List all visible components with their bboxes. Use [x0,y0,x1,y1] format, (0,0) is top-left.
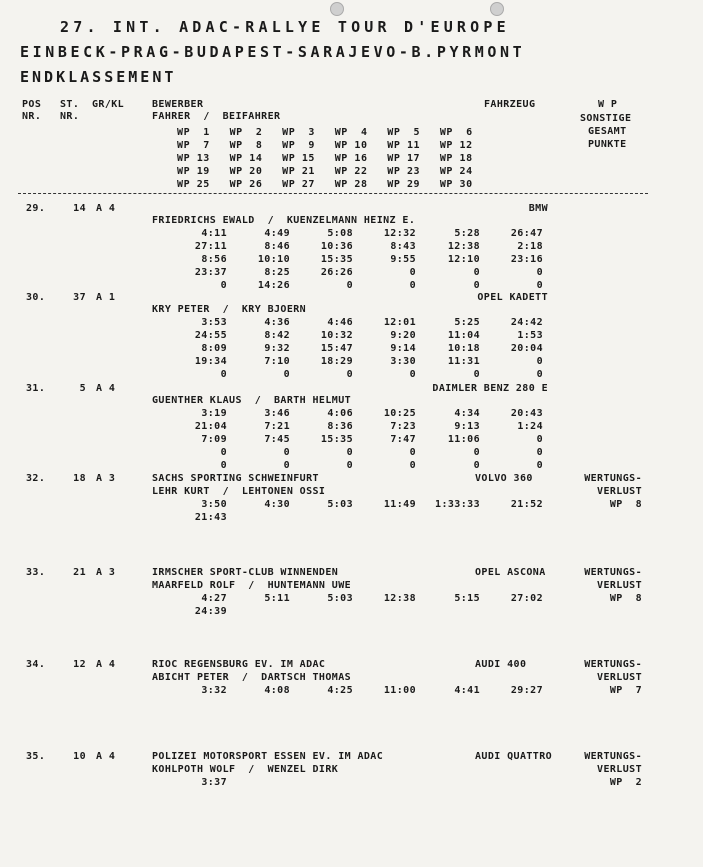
stage-time: 5:03 [327,499,353,510]
stage-time: 10:10 [257,254,290,266]
entry-entrant: POLIZEI MOTORSPORT ESSEN EV. IM ADAC [152,751,384,762]
stage-time: 10:25 [383,408,416,419]
entry-car: AUDI 400 [475,659,527,670]
stage-time: 0 [536,434,543,446]
stage-time: 26:47 [510,228,543,239]
stage-time: 11:31 [447,356,480,368]
entry-car: DAIMLER BENZ 280 E [432,383,548,394]
stage-time: 0 [283,447,290,459]
stage-time: 3:37 [201,777,227,788]
stage-time: 12:38 [383,593,416,604]
entry-car: VOLVO 360 [475,473,533,484]
entry-class: A 4 [96,659,116,670]
entry-position: 33. [26,567,46,578]
stage-time: 8:42 [264,330,290,342]
entry-car: AUDI QUATTRO [475,751,553,762]
document-title: 27. INT. ADAC-RALLYE TOUR D'EUROPE [60,18,510,36]
entry-position: 31. [26,383,46,394]
stage-time: 0 [220,280,227,292]
stage-time: 24:42 [510,317,543,328]
stage-time: 23:37 [194,267,227,279]
stage-time: 9:32 [264,343,290,355]
wp-header-row: WP 7 WP 8 WP 9 WP 10 WP 11 WP 12 [177,140,473,152]
entry-status: WP 8 [609,593,642,604]
wp-header-row: WP 19 WP 20 WP 21 WP 22 WP 23 WP 24 [177,166,473,178]
stage-time: 0 [536,369,543,381]
entry-car: OPEL ASCONA [475,567,546,578]
stage-time: 24:55 [194,330,227,342]
col-fahrer: FAHRER / BEIFAHRER [152,111,281,122]
stage-time: 0 [220,447,227,459]
col-pos: POS [22,99,42,110]
stage-time: 0 [409,447,416,459]
stage-time: 4:34 [454,408,480,419]
stage-time: 29:27 [510,685,543,696]
stage-time: 11:04 [447,330,480,342]
col-grkl: GR/KL [92,99,125,110]
entry-position: 32. [26,473,46,484]
stage-time: 0 [409,267,416,279]
stage-time: 5:25 [454,317,480,328]
entry-car: OPEL KADETT [477,292,548,303]
stage-time: 7:47 [390,434,416,446]
stage-time: 3:53 [201,317,227,328]
col-st-nr: NR. [60,111,80,122]
col-punkte: PUNKTE [588,139,627,150]
stage-time: 9:13 [454,421,480,433]
stage-time: 4:49 [264,228,290,239]
entry-status: VERLUST [597,672,642,683]
stage-time: 4:25 [327,685,353,696]
stage-time: 9:14 [390,343,416,355]
stage-time: 1:33:33 [435,499,480,510]
entry-class: A 3 [96,473,116,484]
stage-time: 0 [409,460,416,472]
entry-crew: FRIEDRICHS EWALD / KUENZELMANN HEINZ E. [152,215,416,226]
wp-header-row: WP 25 WP 26 WP 27 WP 28 WP 29 WP 30 [177,179,473,191]
stage-time: 4:11 [201,228,227,239]
stage-time: 15:35 [320,254,353,266]
stage-time: 1:24 [517,421,543,433]
stage-time: 0 [409,369,416,381]
col-sonstige: SONSTIGE [580,113,632,124]
stage-time: 8:46 [264,241,290,253]
entry-car: BMW [528,203,548,214]
stage-time: 10:32 [320,330,353,342]
entry-crew: GUENTHER KLAUS / BARTH HELMUT [152,395,352,406]
stage-time: 21:52 [510,499,543,510]
entry-status: WP 2 [609,777,642,788]
stage-time: 1:53 [517,330,543,342]
stage-time: 2:18 [517,241,543,253]
col-fahrzeug: FAHRZEUG [484,99,536,110]
entry-position: 30. [26,292,46,303]
stage-time: 7:21 [264,421,290,433]
stage-time: 27:11 [194,241,227,253]
stage-time: 0 [473,369,480,381]
stage-time: 11:06 [447,434,480,446]
stage-time: 0 [536,447,543,459]
entry-status: WERTUNGS- [584,473,642,484]
stage-time: 4:06 [327,408,353,419]
entry-start-number: 21 [73,567,86,578]
stage-time: 12:10 [447,254,480,266]
col-bewerber: BEWERBER [152,99,204,110]
entry-status: WERTUNGS- [584,567,642,578]
stage-time: 4:27 [201,593,227,604]
subtitle: ENDKLASSEMENT [20,68,177,86]
stage-time: 0 [346,280,353,292]
entry-class: A 4 [96,383,116,394]
col-pos-nr: NR. [22,111,42,122]
stage-time: 3:19 [201,408,227,419]
entry-start-number: 18 [73,473,86,484]
stage-time: 20:04 [510,343,543,355]
stage-time: 11:00 [383,685,416,696]
stage-time: 7:09 [201,434,227,446]
stage-time: 5:28 [454,228,480,239]
entry-class: A 1 [96,292,116,303]
stage-time: 8:56 [201,254,227,266]
stage-time: 20:43 [510,408,543,419]
entry-class: A 3 [96,567,116,578]
entry-entrant: SACHS SPORTING SCHWEINFURT [152,473,319,484]
entry-start-number: 12 [73,659,86,670]
stage-time: 0 [473,447,480,459]
entry-status: WERTUNGS- [584,659,642,670]
stage-time: 5:11 [264,593,290,604]
stage-time: 8:09 [201,343,227,355]
stage-time: 23:16 [510,254,543,266]
stage-time: 10:36 [320,241,353,253]
entry-start-number: 5 [79,383,86,394]
stage-time: 10:18 [447,343,480,355]
stage-time: 18:29 [320,356,353,368]
entry-entrant: IRMSCHER SPORT-CLUB WINNENDEN [152,567,339,578]
stage-time: 0 [346,460,353,472]
stage-time: 24:39 [194,606,227,618]
stage-time: 4:30 [264,499,290,510]
col-wp: W P [598,99,618,110]
entry-status: WP 8 [609,499,642,510]
stage-time: 0 [409,280,416,292]
stage-time: 14:26 [257,280,290,292]
stage-time: 3:50 [201,499,227,510]
entry-status: VERLUST [597,764,642,775]
entry-crew: MAARFELD ROLF / HUNTEMANN UWE [152,580,352,591]
col-st: ST. [60,99,80,110]
entry-position: 29. [26,203,46,214]
stage-time: 0 [536,280,543,292]
entry-class: A 4 [96,751,116,762]
entry-start-number: 10 [73,751,86,762]
stage-time: 3:30 [390,356,416,368]
stage-time: 5:08 [327,228,353,239]
stage-time: 0 [473,280,480,292]
stage-time: 3:32 [201,685,227,696]
stage-time: 5:03 [327,593,353,604]
stage-time: 0 [220,369,227,381]
entry-crew: KRY PETER / KRY BJOERN [152,304,307,315]
stage-time: 15:47 [320,343,353,355]
stage-time: 4:46 [327,317,353,328]
stage-time: 21:04 [194,421,227,433]
entry-crew: LEHR KURT / LEHTONEN OSSI [152,486,326,497]
stage-time: 9:20 [390,330,416,342]
stage-time: 5:15 [454,593,480,604]
entry-start-number: 37 [73,292,86,303]
entry-class: A 4 [96,203,116,214]
stage-time: 0 [473,267,480,279]
entry-entrant: RIOC REGENSBURG EV. IM ADAC [152,659,326,670]
stage-time: 4:41 [454,685,480,696]
route-line: EINBECK-PRAG-BUDAPEST-SARAJEVO-B.PYRMONT [20,43,526,61]
stage-time: 21:43 [194,512,227,524]
stage-time: 12:32 [383,228,416,239]
stage-time: 12:38 [447,241,480,253]
stage-time: 9:55 [390,254,416,266]
stage-time: 7:45 [264,434,290,446]
entry-status: WP 7 [609,685,642,696]
stage-time: 0 [220,460,227,472]
punch-hole-right [490,2,504,16]
stage-time: 0 [346,447,353,459]
stage-time: 12:01 [383,317,416,328]
stage-time: 11:49 [383,499,416,510]
entry-status: WERTUNGS- [584,751,642,762]
stage-time: 8:43 [390,241,416,253]
entry-status: VERLUST [597,486,642,497]
stage-time: 8:25 [264,267,290,279]
stage-time: 0 [536,267,543,279]
stage-time: 4:08 [264,685,290,696]
entry-status: VERLUST [597,580,642,591]
stage-time: 26:26 [320,267,353,279]
entry-crew: ABICHT PETER / DARTSCH THOMAS [152,672,352,683]
header-separator [18,193,648,194]
wp-header-row: WP 13 WP 14 WP 15 WP 16 WP 17 WP 18 [177,153,473,165]
stage-time: 19:34 [194,356,227,368]
stage-time: 4:36 [264,317,290,328]
stage-time: 7:23 [390,421,416,433]
col-gesamt: GESAMT [588,126,627,137]
entry-position: 34. [26,659,46,670]
stage-time: 3:46 [264,408,290,419]
stage-time: 0 [283,369,290,381]
stage-time: 0 [473,460,480,472]
stage-time: 0 [283,460,290,472]
stage-time: 7:10 [264,356,290,368]
stage-time: 8:36 [327,421,353,433]
stage-time: 0 [536,356,543,368]
stage-time: 27:02 [510,593,543,604]
stage-time: 0 [346,369,353,381]
entry-crew: KOHLPOTH WOLF / WENZEL DIRK [152,764,339,775]
entry-start-number: 14 [73,203,86,214]
punch-hole-left [330,2,344,16]
stage-time: 15:35 [320,434,353,446]
wp-header-row: WP 1 WP 2 WP 3 WP 4 WP 5 WP 6 [177,127,473,138]
entry-position: 35. [26,751,46,762]
stage-time: 0 [536,460,543,472]
